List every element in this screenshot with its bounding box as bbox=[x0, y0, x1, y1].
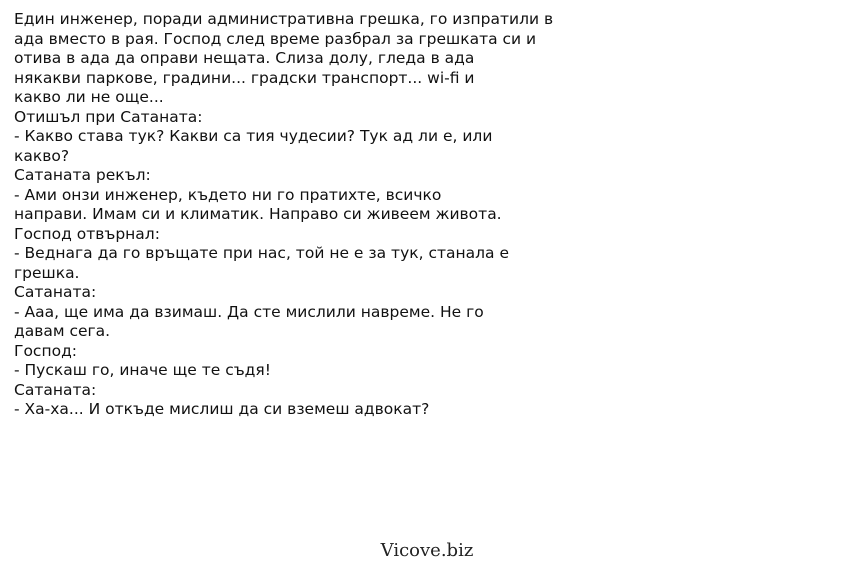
joke-line: Един инженер, поради административна грешка, го изпратили в bbox=[14, 10, 554, 28]
joke-line: - Какво става тук? Какви са тия чудесии? Тук ад ли е, или bbox=[14, 127, 493, 145]
joke-line: - Пускаш го, иначе ще те съдя! bbox=[14, 361, 271, 379]
joke-line: Господ: bbox=[14, 341, 78, 360]
joke-line: - Ха-ха... И откъде мислиш да си вземеш адвокат? bbox=[14, 400, 430, 418]
joke-line: направи. Имам си и климатик. Направо си живеем живота. bbox=[14, 205, 502, 223]
site-watermark: Vicove.biz bbox=[380, 540, 474, 561]
joke-line: какво? bbox=[14, 146, 70, 165]
joke-line: Сатаната рекъл: bbox=[14, 166, 151, 184]
joke-line: отива в ада да оправи нещата. Слиза долу, гледа в ада bbox=[14, 49, 475, 67]
joke-text bbox=[14, 10, 604, 420]
joke-line: Сатаната: bbox=[14, 283, 97, 301]
joke-line: какво ли не още... bbox=[14, 88, 164, 106]
joke-line: някакви паркове, градини... градски транспорт... wi-fi и bbox=[14, 68, 475, 87]
joke-line: Отишъл при Сатаната: bbox=[14, 107, 203, 126]
joke-line: грешка. bbox=[14, 263, 80, 282]
joke-line: - Ами онзи инженер, където ни го пратихте, всичко bbox=[14, 185, 442, 204]
joke-line: ада вместо в рая. Господ след време разбрал за грешката си и bbox=[14, 29, 537, 48]
joke-line: - Веднага да го връщате при нас, той не е за тук, станала е bbox=[14, 244, 510, 262]
joke-line: давам сега. bbox=[14, 322, 111, 340]
joke-line: Сатаната: bbox=[14, 380, 97, 399]
joke-line: Господ отвърнал: bbox=[14, 224, 160, 243]
joke-line: - Ааа, ще има да взимаш. Да сте мислили навреме. Не го bbox=[14, 302, 484, 321]
